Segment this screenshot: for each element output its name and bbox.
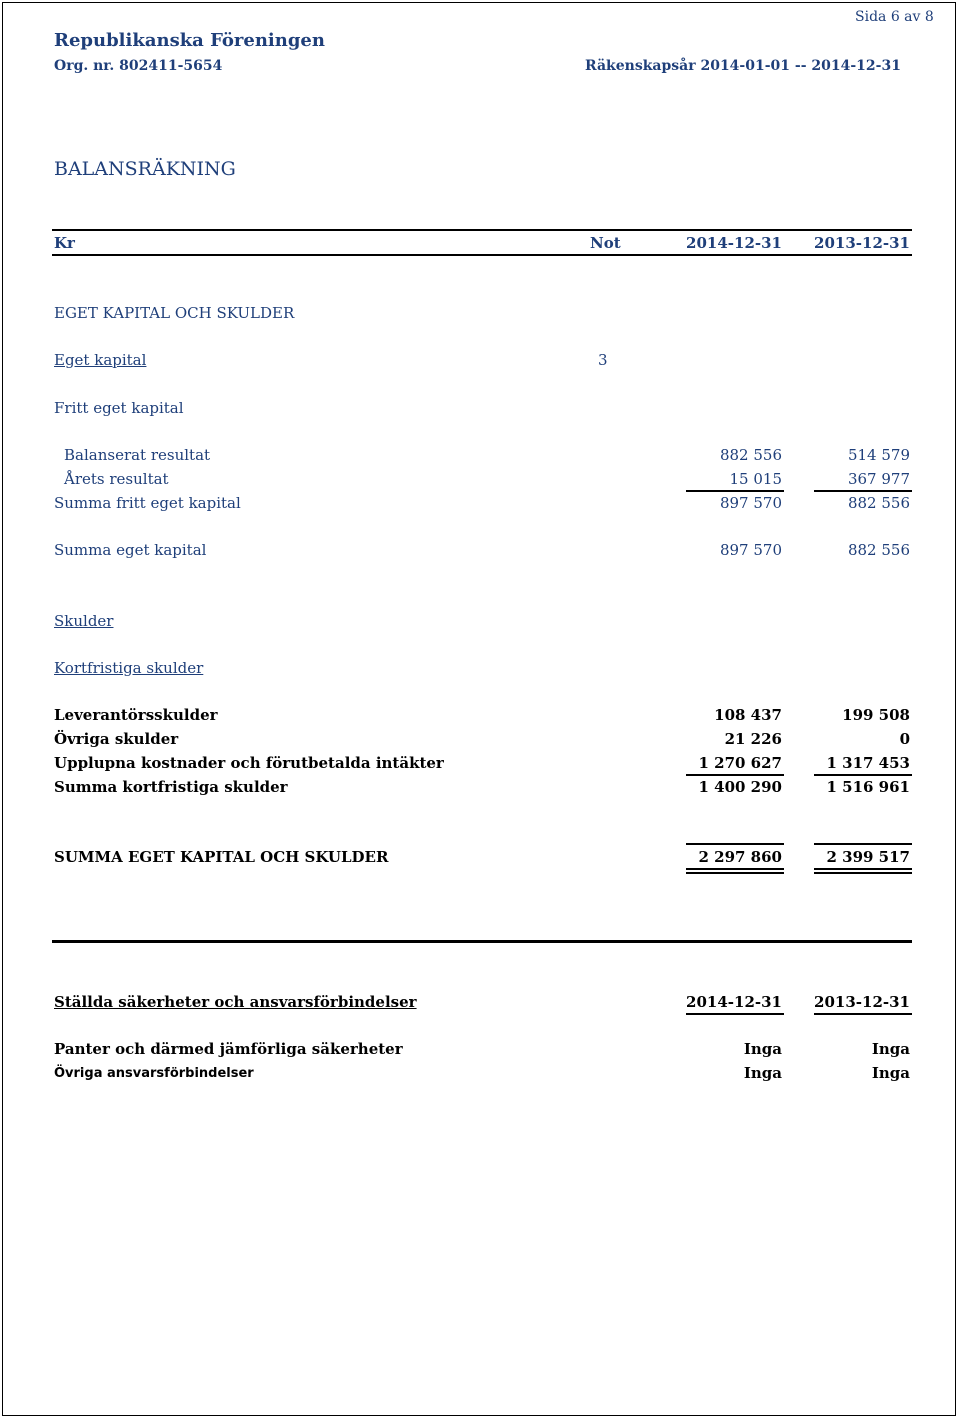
row-label: Summa eget kapital bbox=[54, 541, 207, 559]
value-2014: 108 437 bbox=[714, 706, 782, 724]
row-label: SUMMA EGET KAPITAL OCH SKULDER bbox=[54, 848, 389, 866]
page-number: Sida 6 av 8 bbox=[855, 9, 934, 25]
year1-column-label: 2014-12-31 bbox=[686, 993, 782, 1011]
fritt-heading-text: Fritt eget kapital bbox=[54, 399, 184, 417]
row-label: Upplupna kostnader och förutbetalda intäkter bbox=[54, 754, 444, 772]
double-underline bbox=[814, 872, 912, 874]
organization-number: Org. nr. 802411-5654 bbox=[54, 58, 223, 74]
subtotal-rule bbox=[814, 774, 912, 776]
section-heading-text: EGET KAPITAL OCH SKULDER bbox=[54, 304, 295, 322]
value-2014: 882 556 bbox=[719, 446, 782, 464]
eget-kapital-text: Eget kapital bbox=[54, 351, 147, 369]
value-2014: 21 226 bbox=[724, 730, 782, 748]
table-row bbox=[0, 1040, 960, 1060]
table-row bbox=[0, 470, 960, 490]
eget-kapital-heading bbox=[0, 351, 960, 371]
subtotal-rule bbox=[686, 490, 784, 492]
value-2014: 1 400 290 bbox=[698, 778, 782, 796]
value-2013: 367 977 bbox=[847, 470, 910, 488]
value-2014: Inga bbox=[743, 1040, 782, 1058]
note-number: 3 bbox=[598, 351, 608, 369]
value-2014: 15 015 bbox=[729, 470, 782, 488]
value-2014: Inga bbox=[743, 1064, 782, 1082]
value-2013: 0 bbox=[899, 730, 910, 748]
skulder-heading bbox=[0, 612, 960, 632]
row-label: Balanserat resultat bbox=[64, 446, 211, 464]
total-top-rule bbox=[686, 843, 784, 845]
value-2013: 882 556 bbox=[847, 541, 910, 559]
value-2013: Inga bbox=[871, 1064, 910, 1082]
column-header-bottom-rule bbox=[52, 254, 912, 256]
section-heading bbox=[0, 304, 960, 324]
value-2013: Inga bbox=[871, 1040, 910, 1058]
fiscal-year: Räkenskapsår 2014-01-01 -- 2014-12-31 bbox=[585, 58, 901, 74]
value-2013: 2 399 517 bbox=[826, 848, 910, 866]
double-underline bbox=[686, 868, 784, 870]
row-label: Leverantörsskulder bbox=[54, 706, 218, 724]
value-2014: 1 270 627 bbox=[698, 754, 782, 772]
grand-total-row bbox=[0, 848, 960, 868]
header-underline bbox=[814, 1013, 912, 1015]
currency-label: Kr bbox=[54, 234, 75, 252]
value-2013: 199 508 bbox=[842, 706, 910, 724]
row-label: Panter och därmed jämförliga säkerheter bbox=[54, 1040, 403, 1058]
table-row bbox=[0, 754, 960, 774]
row-label: Årets resultat bbox=[64, 470, 169, 488]
organization-name: Republikanska Föreningen bbox=[54, 30, 325, 51]
header-underline bbox=[686, 1013, 784, 1015]
sakerheter-heading-text: Ställda säkerheter och ansvarsförbindelser bbox=[54, 993, 417, 1011]
row-label: Summa kortfristiga skulder bbox=[54, 778, 288, 796]
page-title: BALANSRÄKNING bbox=[54, 158, 236, 180]
table-row bbox=[0, 446, 960, 466]
note-column-label: Not bbox=[590, 234, 621, 252]
subtotal-rule bbox=[686, 774, 784, 776]
value-2014: 2 297 860 bbox=[698, 848, 782, 866]
column-header-top-rule bbox=[52, 229, 912, 231]
value-2014: 897 570 bbox=[719, 541, 782, 559]
row-label: Övriga skulder bbox=[54, 730, 179, 748]
table-row bbox=[0, 494, 960, 514]
column-header bbox=[0, 234, 960, 254]
total-top-rule bbox=[814, 843, 912, 845]
kortfristiga-heading bbox=[0, 659, 960, 679]
double-underline bbox=[686, 872, 784, 874]
table-row bbox=[0, 778, 960, 798]
row-label: Övriga ansvarsförbindelser bbox=[54, 1066, 254, 1081]
table-row bbox=[0, 730, 960, 750]
double-underline bbox=[814, 868, 912, 870]
table-row bbox=[0, 706, 960, 726]
value-2014: 897 570 bbox=[719, 494, 782, 512]
value-2013: 1 516 961 bbox=[826, 778, 910, 796]
value-2013: 514 579 bbox=[847, 446, 910, 464]
fritt-heading bbox=[0, 399, 960, 419]
value-2013: 882 556 bbox=[847, 494, 910, 512]
section-divider bbox=[52, 940, 912, 943]
value-2013: 1 317 453 bbox=[826, 754, 910, 772]
year2-column-label: 2013-12-31 bbox=[814, 234, 910, 252]
year1-column-label: 2014-12-31 bbox=[686, 234, 782, 252]
year2-column-label: 2013-12-31 bbox=[814, 993, 910, 1011]
skulder-heading-text: Skulder bbox=[54, 612, 114, 630]
sakerheter-header bbox=[0, 993, 960, 1013]
subtotal-rule bbox=[814, 490, 912, 492]
table-row bbox=[0, 1064, 960, 1084]
row-label: Summa fritt eget kapital bbox=[54, 494, 241, 512]
kortfristiga-heading-text: Kortfristiga skulder bbox=[54, 659, 204, 677]
table-row bbox=[0, 541, 960, 561]
